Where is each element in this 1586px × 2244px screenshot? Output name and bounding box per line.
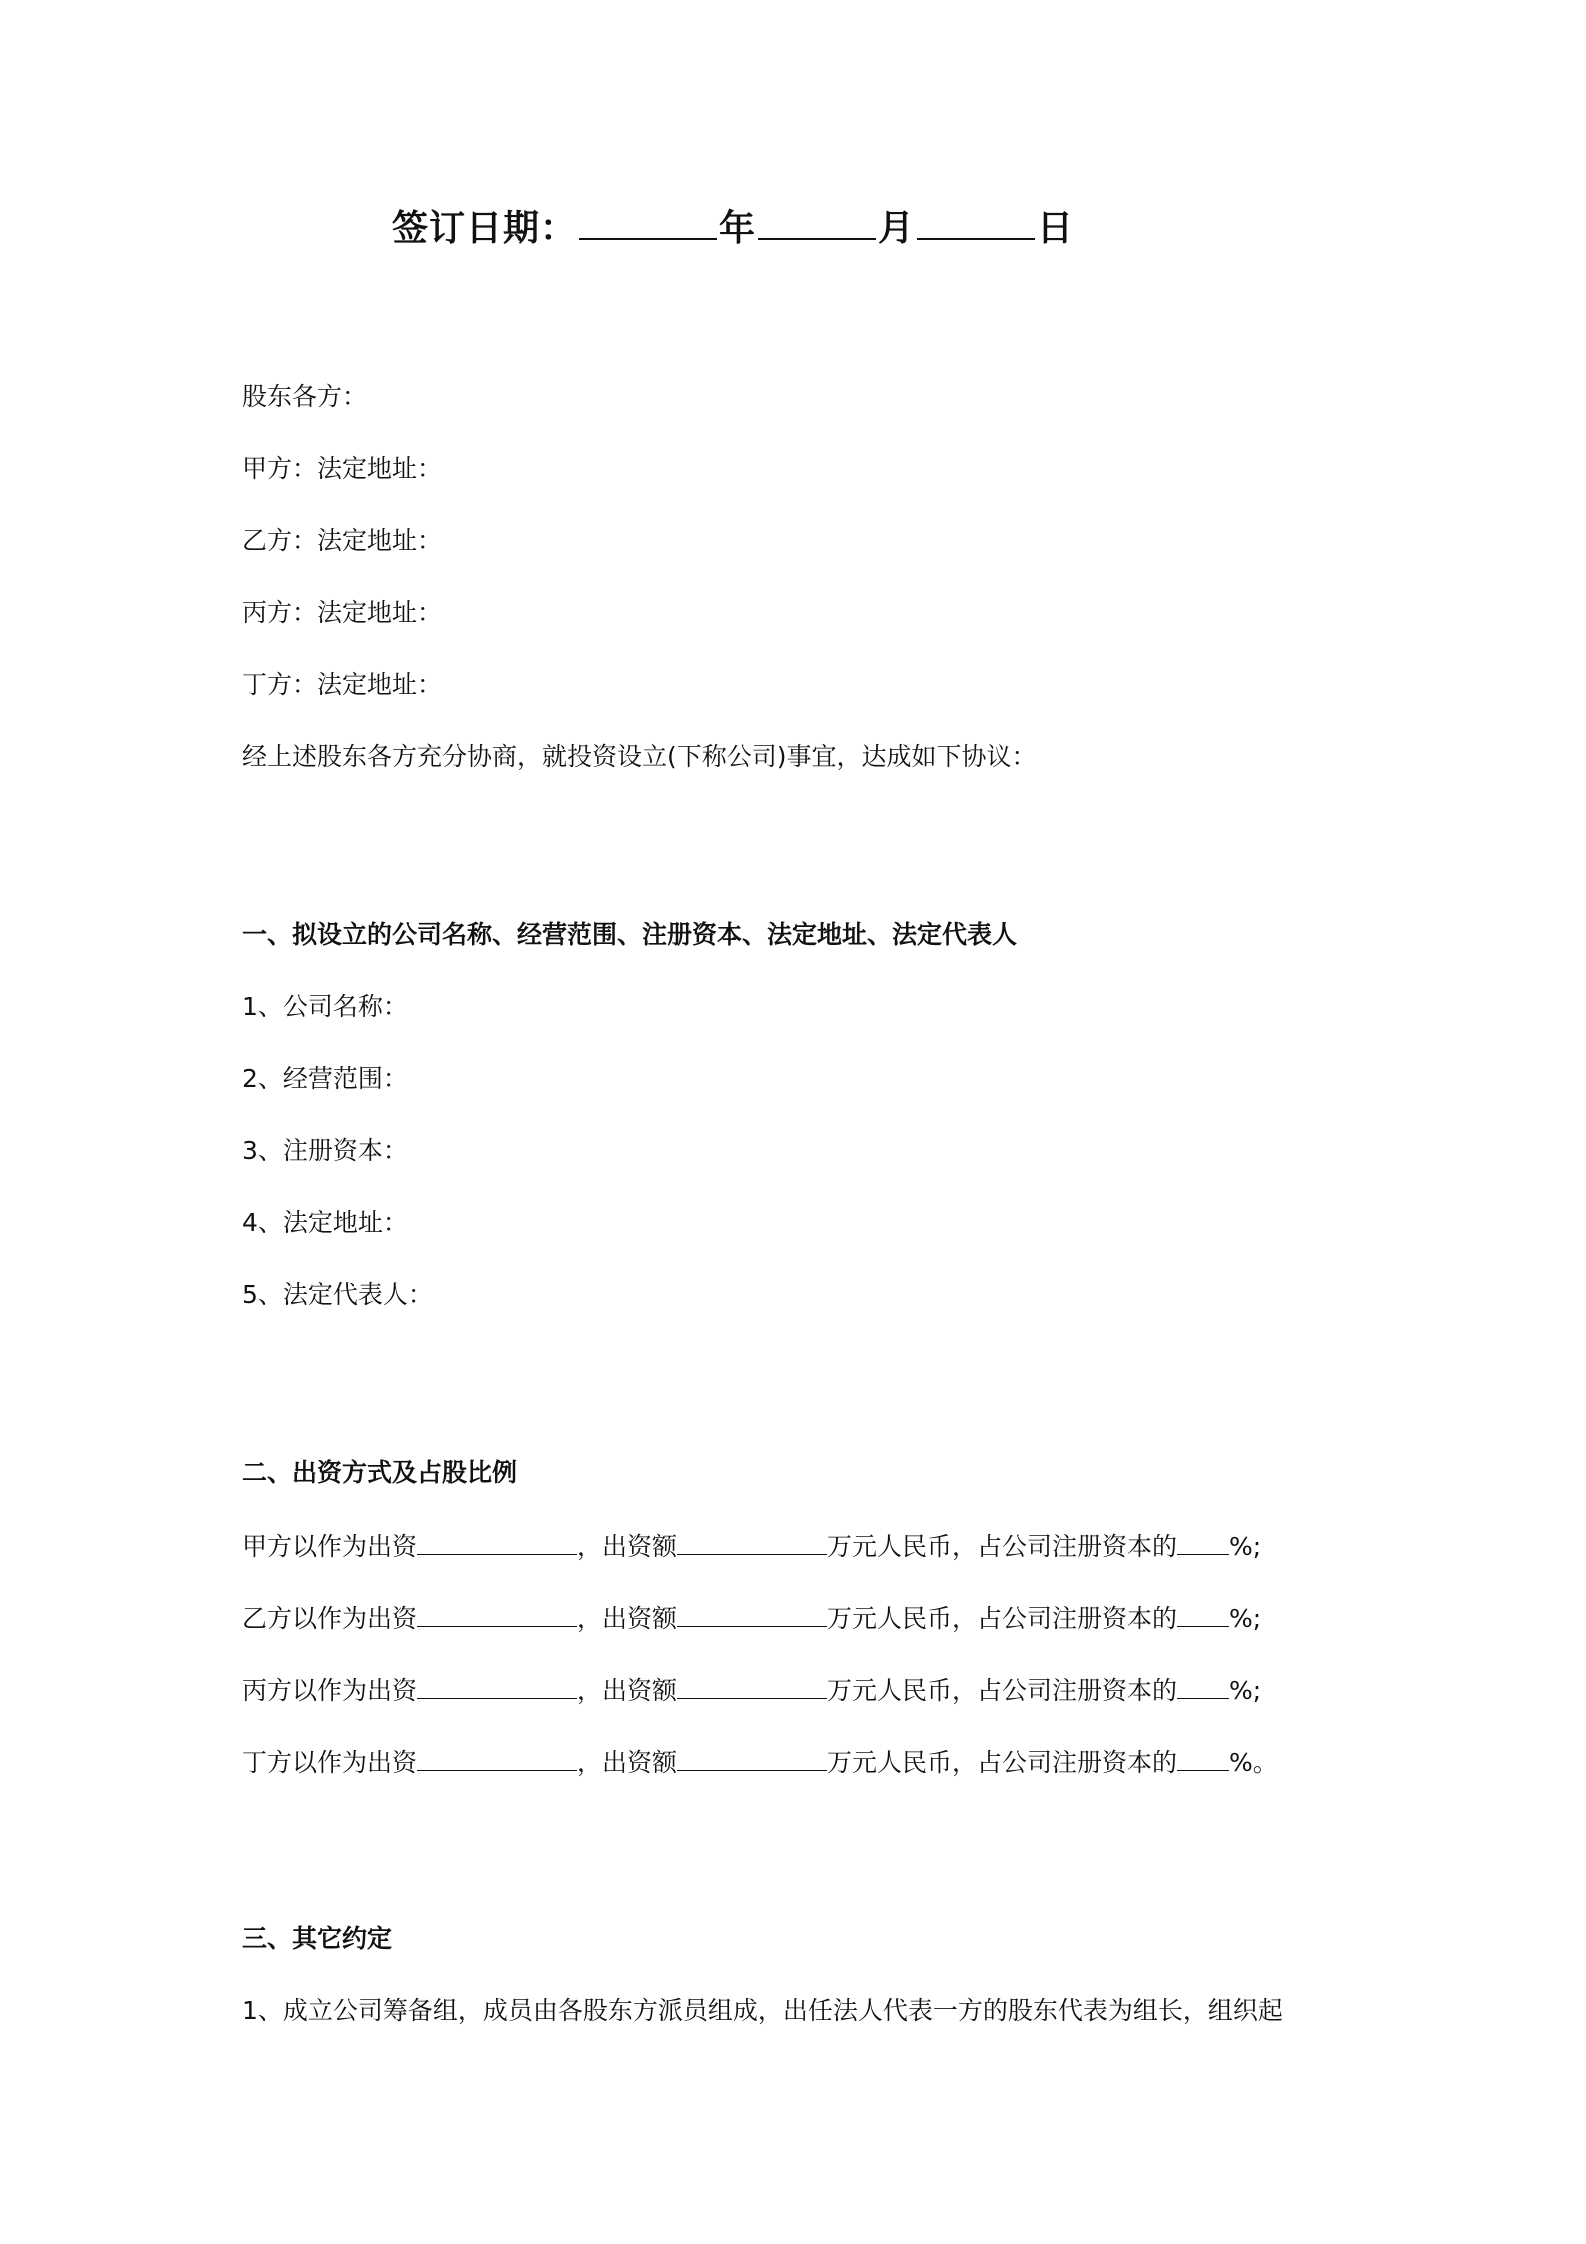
contribution-unit-label: 万元人民币，占公司注册资本的 — [827, 1748, 1178, 1777]
party-a-address: 甲方：法定地址： — [242, 454, 443, 483]
contribution-party: 甲方以作为出资 — [242, 1532, 418, 1561]
contribution-percent-blank — [1177, 1744, 1229, 1771]
contribution-row — [242, 1672, 1261, 1708]
contribution-row — [242, 1600, 1261, 1636]
signing-date-title — [392, 200, 1074, 251]
agreement-intro: 经上述股东各方充分协商，就投资设立(下称公司)事宜，达成如下协议： — [242, 742, 1037, 771]
contribution-percent-blank — [1177, 1528, 1229, 1555]
section1-heading: 一、拟设立的公司名称、经营范围、注册资本、法定地址、法定代表人 — [242, 920, 1018, 949]
contribution-percent-blank — [1177, 1672, 1229, 1699]
section1-item: 2、经营范围： — [242, 1064, 408, 1093]
contribution-amount-label: ，出资额 — [577, 1748, 678, 1777]
section2-heading: 二、出资方式及占股比例 — [242, 1458, 518, 1487]
section1-item: 4、法定地址： — [242, 1208, 408, 1237]
contribution-percent-sign: %。 — [1229, 1748, 1278, 1777]
contribution-amount-label: ，出资额 — [577, 1676, 678, 1705]
contribution-unit-label: 万元人民币，占公司注册资本的 — [827, 1604, 1178, 1633]
year-blank — [579, 204, 717, 240]
section1-item: 3、注册资本： — [242, 1136, 408, 1165]
shareholders-label: 股东各方： — [242, 382, 368, 411]
contribution-amount-blank — [677, 1600, 827, 1627]
year-label: 年 — [719, 208, 757, 249]
party-b-address: 乙方：法定地址： — [242, 526, 443, 555]
contribution-unit-label: 万元人民币，占公司注册资本的 — [827, 1676, 1178, 1705]
contribution-amount-label: ，出资额 — [577, 1604, 678, 1633]
contribution-method-blank — [417, 1744, 577, 1771]
signing-date-label: 签订日期： — [392, 208, 578, 249]
section1-item: 1、公司名称： — [242, 992, 408, 1021]
contribution-percent-sign: %; — [1229, 1676, 1262, 1705]
contribution-unit-label: 万元人民币，占公司注册资本的 — [827, 1532, 1178, 1561]
party-c-address: 丙方：法定地址： — [242, 598, 443, 627]
contribution-percent-sign: %; — [1229, 1532, 1262, 1561]
contribution-row — [242, 1528, 1261, 1564]
contribution-method-blank — [417, 1672, 577, 1699]
contribution-percent-sign: %; — [1229, 1604, 1262, 1633]
section1-item: 5、法定代表人： — [242, 1280, 433, 1309]
day-blank — [917, 204, 1035, 240]
contribution-amount-blank — [677, 1528, 827, 1555]
month-blank — [758, 204, 876, 240]
contribution-amount-blank — [677, 1744, 827, 1771]
contribution-method-blank — [417, 1528, 577, 1555]
day-label: 日 — [1037, 208, 1075, 249]
contribution-party: 乙方以作为出资 — [242, 1604, 418, 1633]
contribution-amount-blank — [677, 1672, 827, 1699]
contribution-party: 丁方以作为出资 — [242, 1748, 418, 1777]
contribution-percent-blank — [1177, 1600, 1229, 1627]
contribution-amount-label: ，出资额 — [577, 1532, 678, 1561]
contribution-method-blank — [417, 1600, 577, 1627]
section3-item: 1、成立公司筹备组，成员由各股东方派员组成，出任法人代表一方的股东代表为组长，组织起 — [242, 1996, 1283, 2025]
party-d-address: 丁方：法定地址： — [242, 670, 443, 699]
contribution-row — [242, 1744, 1278, 1780]
contribution-party: 丙方以作为出资 — [242, 1676, 418, 1705]
month-label: 月 — [878, 208, 916, 249]
section3-heading: 三、其它约定 — [242, 1924, 393, 1953]
